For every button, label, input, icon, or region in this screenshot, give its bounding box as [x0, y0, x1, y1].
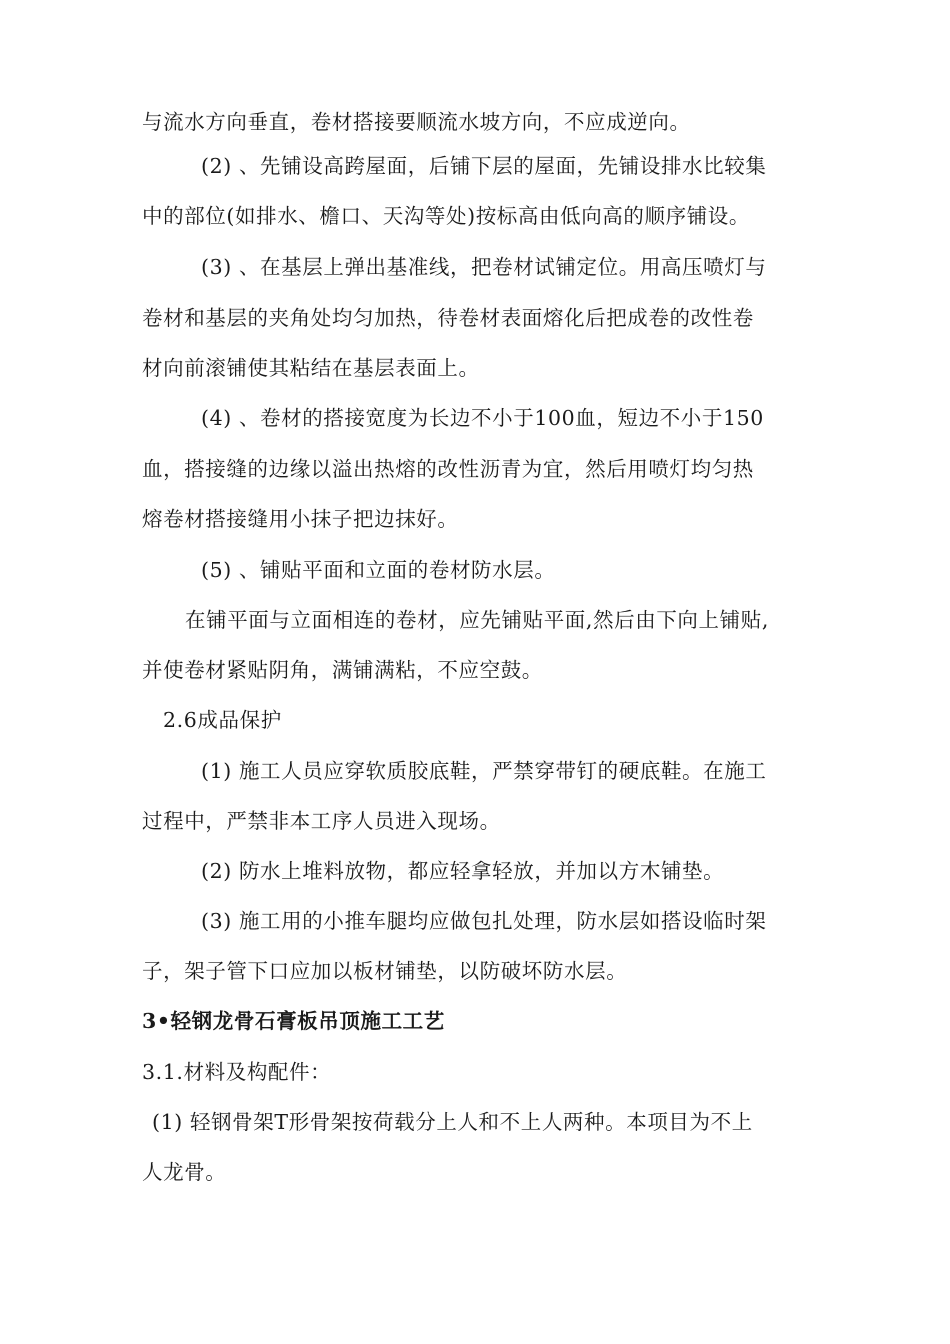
text-line: 血，搭接缝的边缘以溢出热熔的改性沥青为宜，然后用喷灯均匀热 — [142, 457, 754, 481]
text-line: (1) 轻钢骨架T形骨架按荷载分上人和不上人两种。本项目为不上 — [152, 1110, 753, 1134]
text-line: 在铺平面与立面相连的卷材，应先铺贴平面,然后由下向上铺贴, — [185, 608, 769, 632]
text-line: 中的部位(如排水、檐口、天沟等处)按标高由低向高的顺序铺设。 — [142, 204, 750, 228]
text-line: 与流水方向垂直，卷材搭接要顺流水坡方向，不应成逆向。 — [142, 110, 691, 134]
text-line: (2) 防水上堆料放物，都应轻拿轻放，并加以方木铺垫。 — [201, 859, 725, 883]
text-line: (3) 、在基层上弹出基准线，把卷材试铺定位。用高压喷灯与 — [201, 255, 767, 279]
text-line: 子，架子管下口应加以板材铺垫，以防破坏防水层。 — [142, 959, 628, 983]
text-line: (2) 、先铺设高跨屋面，后铺下层的屋面，先铺设排水比较集 — [201, 154, 767, 178]
text-line: (1) 施工人员应穿软质胶底鞋，严禁穿带钉的硬底鞋。在施工 — [201, 759, 767, 783]
text-line: 卷材和基层的夹角处均匀加热，待卷材表面熔化后把成卷的改性卷 — [142, 306, 754, 330]
chapter-heading: 3•轻钢龙骨石膏板吊顶施工工艺 — [142, 1009, 445, 1033]
text-line: 过程中，严禁非本工序人员进入现场。 — [142, 809, 501, 833]
text-line: 人龙骨。 — [142, 1160, 227, 1184]
text-line: (4) 、卷材的搭接宽度为长边不小于100血，短边不小于150 — [201, 406, 764, 430]
text-line: (5) 、铺贴平面和立面的卷材防水层。 — [201, 558, 556, 582]
text-line: (3) 施工用的小推车腿均应做包扎处理，防水层如搭设临时架 — [201, 909, 767, 933]
subsection-heading: 3.1.材料及构配件： — [142, 1060, 332, 1084]
text-line: 材向前滚铺使其粘结在基层表面上。 — [142, 356, 480, 380]
section-heading: 2.6成品保护 — [163, 708, 282, 732]
text-line: 熔卷材搭接缝用小抹子把边抹好。 — [142, 507, 459, 531]
text-line: 并使卷材紧贴阴角，满铺满粘，不应空鼓。 — [142, 658, 543, 682]
